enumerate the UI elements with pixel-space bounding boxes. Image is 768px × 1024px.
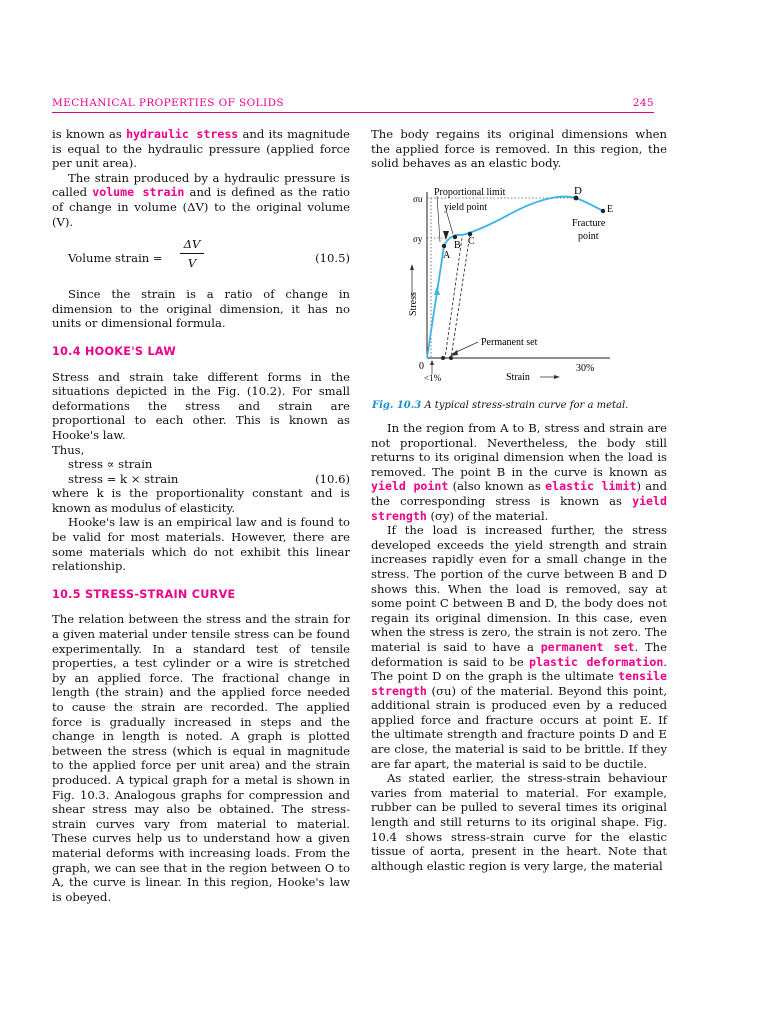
- label-sigma-u: σu: [413, 194, 423, 204]
- paragraph: The strain produced by a hydraulic pressure is called volume strain and is defined as the ratio of change in volume (ΔV) to the original volume (V).: [52, 170, 350, 229]
- term-volume-strain: volume strain: [92, 185, 185, 200]
- relation-proportional: stress ∝ strain: [68, 457, 153, 472]
- relation-equation: stress = k × strain (10.6): [68, 471, 350, 486]
- caption-label: Fig. 10.3: [372, 400, 422, 411]
- label-E: E: [607, 204, 614, 215]
- label-B: B: [454, 240, 461, 251]
- point-origin-dot: [441, 356, 445, 360]
- figure-stress-strain-curve: [400, 182, 640, 387]
- leader-yield: [446, 210, 453, 234]
- label-permanent-set: Permanent set: [481, 337, 538, 348]
- point-B: [453, 235, 457, 239]
- unload-line: [451, 234, 470, 358]
- label-prop-limit: Proportional limit: [434, 187, 506, 198]
- running-header: [52, 97, 654, 109]
- arrow-up: [434, 286, 440, 295]
- right-column-continued: [371, 421, 667, 873]
- caption-text: A typical stress-strain curve for a metal.: [421, 400, 629, 411]
- arrow-permanent-set: [450, 350, 458, 356]
- running-title: MECHANICAL PROPERTIES OF SOLIDS: [52, 97, 284, 109]
- label-fracture-point: point: [578, 231, 599, 242]
- right-column: [371, 127, 667, 171]
- arrow-less-1-head: [430, 360, 434, 365]
- label-D: D: [574, 185, 582, 197]
- y-axis-arrow-head: [410, 264, 414, 270]
- point-A: [442, 244, 446, 248]
- page-number: 245: [632, 97, 654, 109]
- label-less-than-1: <1%: [424, 373, 442, 383]
- paragraph: The body regains its original dimensions when the applied force is removed. In this region, the solid behaves as an elastic body.: [371, 127, 667, 171]
- paragraph: In the region from A to B, stress and strain are not proportional. Nevertheless, the body still returns to its original dimension when the load is removed. The point B in the curve is known as yield point (also known as elastic limit) and the corresponding stress is known as yield strength (σy) of the material.: [371, 421, 668, 523]
- left-column: [52, 127, 350, 904]
- term-yield-point: yield point: [371, 479, 449, 494]
- denominator: V: [187, 255, 197, 270]
- label-stress: Stress: [408, 292, 419, 316]
- label-fracture: Fracture: [572, 218, 606, 229]
- label-strain: Strain: [506, 372, 530, 383]
- x-axis-arrow-head: [554, 375, 560, 379]
- equation-label: Volume strain =: [68, 251, 163, 266]
- fraction: [180, 237, 204, 270]
- label-thirty-percent: 30%: [576, 363, 595, 374]
- label-sigma-y: σy: [413, 234, 423, 244]
- label-A: A: [443, 250, 451, 261]
- label-yield-point: yield point: [444, 202, 488, 213]
- term-elastic-limit: elastic limit: [545, 479, 637, 494]
- header-rule: [52, 112, 654, 113]
- equation-number: (10.5): [315, 251, 350, 266]
- term-tensile-strength: tensile strength: [371, 669, 667, 698]
- paragraph: If the load is increased further, the stress developed exceeds the yield strength and strain increases rapidly even for a small change in the stress. The portion of the curve between B and D shows this. When the load is removed, say at some point C between B and D, the body does not regain its original dimension. In this case, even when the stress is zero, the strain is not zero. The material is said to have a permanent set. The deformation is said to be plastic deformation. The point D on the graph is the ultimate tensile strength (σu) of the material. Beyond this point, additional strain is produced even by a reduced applied force and fracture occurs at point E. If the ultimate strength and fracture points D and E are close, the material is said to be brittle. If they are far apart, the material is said to be ductile.: [371, 523, 667, 771]
- equation-10-5: [52, 237, 350, 281]
- paragraph: As stated earlier, the stress-strain behaviour varies from material to material. For example, rubber can be pulled to several times its original length and still returns to its original shape. Fig. 10.4 shows stress-strain curve for the elastic tissue of aorta, present in the heart. Note that although elastic region is very large, the material: [371, 771, 667, 873]
- paragraph: where k is the proportionality constant and is known as modulus of elasticity.: [52, 486, 350, 515]
- equation-number: (10.6): [315, 471, 350, 486]
- term-permanent-set: permanent set: [540, 639, 635, 654]
- paragraph: The relation between the stress and the strain for a given material under tensile stress can be found experimentally. In a standard test of tensile properties, a test cylinder or a wire is stretched by an applied force. The fractional change in length (the strain) and the applied force needed to cause the strain are recorded. The applied force is gradually increased in steps and the change in length is noted. A graph is plotted between the stress (which is equal in magnitude to the applied force per unit area) and the strain produced. A typical graph for a metal is shown in Fig. 10.3. Analogous graphs for compression and shear stress may also be obtained. The stress-strain curves vary from material to material. These curves help us to understand how a given material deforms with increasing loads. From the graph, we can see that in the region between O to A, the curve is linear. In this region, Hooke's law is obeyed.: [52, 612, 350, 904]
- figure-caption: [372, 400, 628, 411]
- point-E: [601, 209, 605, 213]
- section-heading-stress-strain: 10.5 STRESS-STRAIN CURVE: [52, 587, 236, 601]
- paragraph: Since the strain is a ratio of change in dimension to the original dimension, it has no units or dimensional formula.: [52, 287, 350, 331]
- point-set-dot: [449, 356, 453, 360]
- paragraph: is known as hydraulic stress and its magnitude is equal to the hydraulic pressure (applied force per unit area).: [52, 127, 350, 171]
- numerator: ΔV: [180, 237, 204, 254]
- paragraph: Hooke's law is an empirical law and is found to be valid for most materials. However, there are some materials which do not exhibit this linear relationship.: [52, 515, 350, 574]
- thus-text: Thus,: [52, 442, 85, 457]
- term-plastic-deformation: plastic deformation: [529, 654, 664, 669]
- label-C: C: [468, 236, 475, 247]
- section-heading-hookes-law: 10.4 HOOKE'S LAW: [52, 344, 176, 358]
- label-origin: 0: [419, 361, 424, 372]
- term-yield-strength: yield strength: [371, 493, 667, 523]
- paragraph: Stress and strain take different forms in the situations depicted in the Fig. (10.2). For small deformations the stress and strain are proportional to each other. This is known as Hooke's law.: [52, 369, 350, 442]
- leader-prop-limit: [437, 196, 440, 242]
- term-hydraulic-stress: hydraulic stress: [126, 127, 239, 141]
